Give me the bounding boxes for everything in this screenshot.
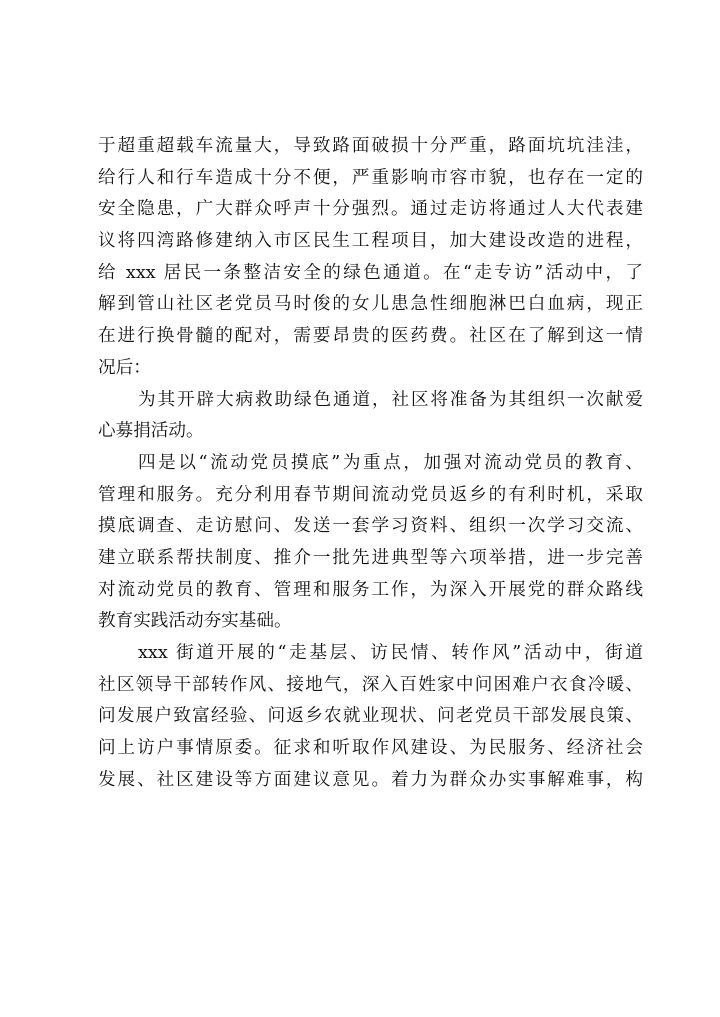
text-line: 对流动党员的教育、管理和服务工作，为深入开展党的群众路线 xyxy=(98,579,643,600)
text-line: 管理和服务。充分利用春节期间流动党员返乡的有利时机，采取 xyxy=(98,484,643,505)
text-line: 解到管山社区老党员马时俊的女儿患急性细胞淋巴白血病，现正 xyxy=(98,294,643,315)
text-line: 摸底调查、走访慰问、发送一套学习资料、组织一次学习交流、 xyxy=(98,516,643,537)
text-line: 发展、社区建设等方面建议意见。着力为群众办实事解难事，构 xyxy=(98,769,643,790)
text-line: 问上访户事情原委。征求和听取作风建设、为民服务、经济社会 xyxy=(98,738,643,759)
text-line: xxx 街道开展的“走基层、访民情、转作风”活动中，街道 xyxy=(138,643,643,663)
text-line: 于超重超载车流量大，导致路面破损十分严重，路面坑坑洼洼， xyxy=(98,136,643,156)
paragraph xyxy=(98,638,643,796)
text-line: 教育实践活动夯实基础。 xyxy=(98,611,292,632)
text-line: 给 xxx 居民一条整洁安全的绿色通道。在“走专访”活动中，了 xyxy=(98,262,643,283)
text-line: 安全隐患，广大群众呼声十分强烈。通过走访将通过人大代表建 xyxy=(98,199,643,220)
text-line: 在进行换骨髓的配对，需要昂贵的医药费。社区在了解到这一情 xyxy=(98,326,643,347)
document-body xyxy=(98,131,643,796)
text-line: 议将四湾路修建纳入市区民生工程项目，加大建设改造的进程， xyxy=(98,231,643,252)
text-line: 建立联系帮扶制度、推介一批先进典型等六项举措，进一步完善 xyxy=(98,547,643,568)
paragraph xyxy=(98,448,643,638)
text-line: 给行人和行车造成十分不便，严重影响市容市貌，也存在一定的 xyxy=(98,167,643,188)
text-line: 为其开辟大病救助绿色通道，社区将准备为其组织一次献爱 xyxy=(138,389,643,410)
paragraph xyxy=(98,131,643,385)
text-line: 心募捐活动。 xyxy=(98,421,204,442)
text-line: 况后： xyxy=(98,357,151,378)
paragraph xyxy=(98,385,643,448)
text-line: 问发展户致富经验、问返乡农就业现状、问老党员干部发展良策、 xyxy=(98,706,643,727)
text-line: 四是以“流动党员摸底”为重点，加强对流动党员的教育、 xyxy=(138,452,643,473)
text-line: 社区领导干部转作风、接地气，深入百姓家中问困难户衣食冷暖、 xyxy=(98,674,643,695)
